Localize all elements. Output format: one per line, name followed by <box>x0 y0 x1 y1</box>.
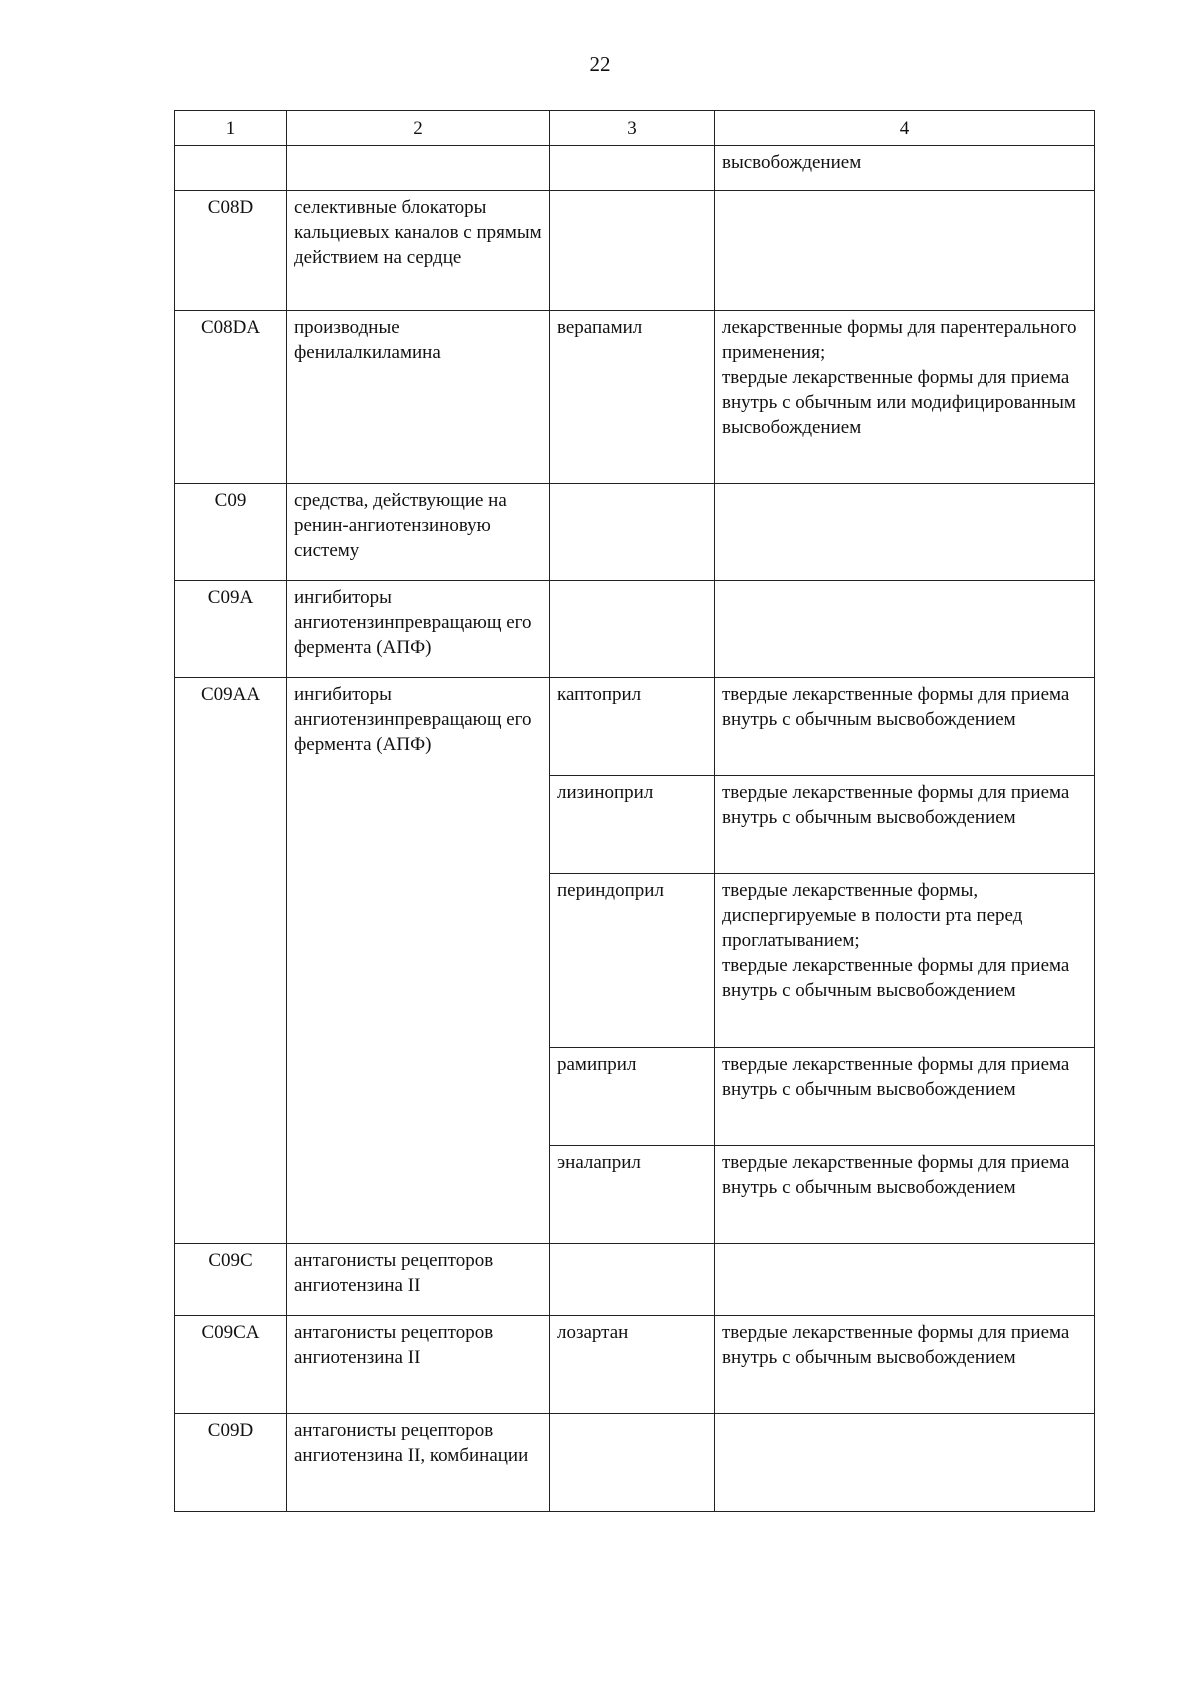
drug-name-cell <box>550 484 715 581</box>
table-header-row <box>175 111 1095 146</box>
drug-name-cell <box>550 1414 715 1512</box>
group-name-cell: производные фенилалкиламина <box>287 311 550 484</box>
group-name-cell: антагонисты рецепторов ангиотензина II <box>287 1316 550 1414</box>
table-row <box>175 581 1095 678</box>
group-name-cell <box>287 146 550 191</box>
atc-code-cell: C09CA <box>175 1316 287 1414</box>
table-row <box>175 678 1095 776</box>
drug-name-cell: рамиприл <box>550 1048 715 1146</box>
drug-name-cell <box>550 146 715 191</box>
atc-code-cell: C09A <box>175 581 287 678</box>
atc-code-cell: C08DA <box>175 311 287 484</box>
group-name-cell: селективные блокаторы кальциевых каналов с прямым действием на сердце <box>287 191 550 311</box>
drug-name-cell: периндоприл <box>550 874 715 1048</box>
dosage-form-cell: твердые лекарственные формы для приема внутрь с обычным высвобождением <box>715 776 1095 874</box>
table-row <box>175 146 1095 191</box>
drug-table <box>174 110 1095 1512</box>
drug-name-cell: каптоприл <box>550 678 715 776</box>
drug-name-cell: лозартан <box>550 1316 715 1414</box>
atc-code-cell: C09C <box>175 1244 287 1316</box>
atc-code-cell: C08D <box>175 191 287 311</box>
dosage-form-cell: твердые лекарственные формы для приема внутрь с обычным высвобождением <box>715 1146 1095 1244</box>
dosage-form-cell: твердые лекарственные формы для приема внутрь с обычным высвобождением <box>715 1048 1095 1146</box>
dosage-form-cell: лекарственные формы для парентерального применения; твердые лекарственные формы для приема внутрь с обычным или модифицированным высвобождением <box>715 311 1095 484</box>
atc-code-cell: C09AA <box>175 678 287 1244</box>
dosage-form-cell <box>715 484 1095 581</box>
atc-code-cell: C09D <box>175 1414 287 1512</box>
group-name-cell: антагонисты рецепторов ангиотензина II <box>287 1244 550 1316</box>
table-row <box>175 311 1095 484</box>
table-row <box>175 484 1095 581</box>
dosage-form-cell <box>715 191 1095 311</box>
table-row <box>175 1316 1095 1414</box>
group-name-cell: ингибиторы ангиотензинпревращающ его фермента (АПФ) <box>287 581 550 678</box>
table-row <box>175 1414 1095 1512</box>
drug-name-cell: эналаприл <box>550 1146 715 1244</box>
column-number-1: 1 <box>175 111 287 146</box>
dosage-form-cell <box>715 1414 1095 1512</box>
column-number-2: 2 <box>287 111 550 146</box>
dosage-form-cell <box>715 581 1095 678</box>
column-number-3: 3 <box>550 111 715 146</box>
dosage-form-cell: высвобождением <box>715 146 1095 191</box>
atc-code-cell <box>175 146 287 191</box>
dosage-form-cell: твердые лекарственные формы для приема внутрь с обычным высвобождением <box>715 678 1095 776</box>
table-row <box>175 191 1095 311</box>
dosage-form-cell: твердые лекарственные формы для приема внутрь с обычным высвобождением <box>715 1316 1095 1414</box>
atc-code-cell: C09 <box>175 484 287 581</box>
drug-name-cell <box>550 1244 715 1316</box>
column-number-4: 4 <box>715 111 1095 146</box>
drug-name-cell: лизиноприл <box>550 776 715 874</box>
drug-name-cell <box>550 581 715 678</box>
dosage-form-cell: твердые лекарственные формы, диспергируемые в полости рта перед проглатыванием; твердые лекарственные формы для приема внутрь с обычным высвобождением <box>715 874 1095 1048</box>
page-number: 22 <box>589 52 611 76</box>
group-name-cell: средства, действующие на ренин-ангиотензиновую систему <box>287 484 550 581</box>
drug-name-cell: верапамил <box>550 311 715 484</box>
group-name-cell: антагонисты рецепторов ангиотензина II, комбинации <box>287 1414 550 1512</box>
drug-name-cell <box>550 191 715 311</box>
group-name-cell: ингибиторы ангиотензинпревращающ его фермента (АПФ) <box>287 678 550 1244</box>
dosage-form-cell <box>715 1244 1095 1316</box>
table-row <box>175 1244 1095 1316</box>
